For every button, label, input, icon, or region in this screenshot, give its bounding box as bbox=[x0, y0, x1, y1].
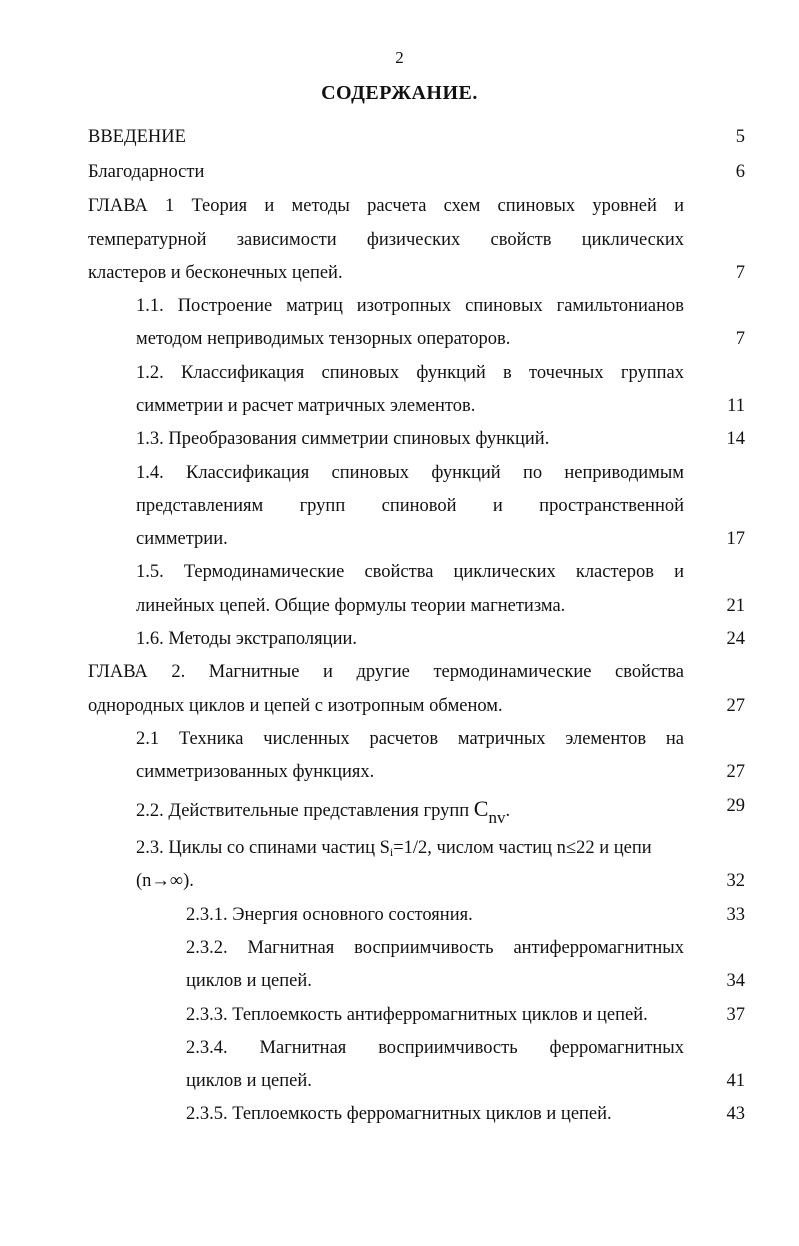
toc-entry-title bbox=[136, 796, 510, 828]
toc-page-number: 11 bbox=[727, 396, 745, 416]
toc-page-number: 7 bbox=[735, 263, 745, 283]
toc-page-number: 24 bbox=[726, 629, 745, 649]
toc-entry-title: 1.3. Преобразования симметрии спиновых функций. bbox=[136, 429, 550, 449]
toc-entry-text: 2.3. Циклы со спинами частиц S bbox=[136, 838, 390, 858]
toc-entry-title: 2.3.1. Энергия основного состояния. bbox=[186, 905, 473, 925]
toc-page-number: 43 bbox=[726, 1104, 745, 1124]
toc-entry-line: линейных цепей. Общие формулы теории магнетизма. bbox=[136, 596, 566, 616]
group-subscript: nv bbox=[488, 808, 506, 827]
toc-page-number: 27 bbox=[726, 762, 745, 782]
toc-entry-line: температурной зависимости физических свойств циклических bbox=[88, 230, 684, 250]
toc-entry-line: кластеров и бесконечных цепей. bbox=[88, 263, 343, 283]
toc-entry-line: 1.4. Классификация спиновых функций по неприводимым bbox=[136, 463, 684, 483]
toc-entry-line: симметризованных функциях. bbox=[136, 762, 375, 782]
group-symbol bbox=[473, 796, 506, 827]
toc-page-number: 7 bbox=[735, 329, 745, 349]
group-letter: C bbox=[473, 796, 489, 821]
spin-subscript: i bbox=[389, 845, 394, 859]
toc-entry-line: (n→∞). bbox=[136, 871, 194, 891]
toc-entry-line: 1.1. Построение матриц изотропных спиновых гамильтонианов bbox=[136, 296, 684, 316]
toc-page-number: 37 bbox=[726, 1005, 745, 1025]
toc-entry-line: ГЛАВА 2. Магнитные и другие термодинамические свойства bbox=[88, 662, 684, 682]
page-number: 2 bbox=[395, 48, 404, 67]
toc-entry-line: 1.2. Классификация спиновых функций в точечных группах bbox=[136, 363, 684, 383]
toc-page-number: 41 bbox=[726, 1071, 745, 1091]
toc-page-number: 21 bbox=[726, 596, 745, 616]
toc-page-number: 14 bbox=[726, 429, 745, 449]
toc-page-number: 27 bbox=[726, 696, 745, 716]
toc-entry-line: циклов и цепей. bbox=[186, 971, 312, 991]
toc-page-number: 17 bbox=[726, 529, 745, 549]
toc-entry-title: 2.3.5. Теплоемкость ферромагнитных циклов и цепей. bbox=[186, 1104, 612, 1124]
toc-entry-line bbox=[136, 838, 652, 860]
toc-entry-title: 1.6. Методы экстраполяции. bbox=[136, 629, 357, 649]
toc-entry-title: ВВЕДЕНИЕ bbox=[88, 127, 186, 147]
toc-entry-line: 2.3.4. Магнитная восприимчивость ферромагнитных bbox=[186, 1038, 684, 1058]
toc-page-number: 5 bbox=[735, 127, 745, 147]
toc-entry-suffix: . bbox=[505, 801, 511, 821]
toc-entry-line: симметрии и расчет матричных элементов. bbox=[136, 396, 476, 416]
toc-entry-line: 2.1 Техника численных расчетов матричных элементов на bbox=[136, 729, 684, 749]
page-title: СОДЕРЖАНИЕ. bbox=[321, 82, 478, 104]
toc-entry-line: однородных циклов и цепей с изотропным обменом. bbox=[88, 696, 503, 716]
toc-entry-text: 2.2. Действительные представления групп bbox=[136, 801, 474, 821]
toc-entry-line: циклов и цепей. bbox=[186, 1071, 312, 1091]
toc-entry-line: представлениям групп спиновой и пространственной bbox=[136, 496, 684, 516]
toc-entry-title: 2.3.3. Теплоемкость антиферромагнитных циклов и цепей. bbox=[186, 1005, 648, 1025]
toc-entry-line: методом неприводимых тензорных операторов. bbox=[136, 329, 511, 349]
toc-page-number: 29 bbox=[726, 796, 745, 816]
toc-entry-line: 1.5. Термодинамические свойства циклических кластеров и bbox=[136, 562, 684, 582]
toc-entry-line: 2.3.2. Магнитная восприимчивость антиферромагнитных bbox=[186, 938, 684, 958]
toc-entry-text-rest: =1/2, числом частиц n≤22 и цепи bbox=[393, 838, 652, 858]
toc-page-number: 33 bbox=[726, 905, 745, 925]
toc-page-number: 32 bbox=[726, 871, 745, 891]
toc-entry-line: симметрии. bbox=[136, 529, 228, 549]
toc-entry-line: ГЛАВА 1 Теория и методы расчета схем спиновых уровней и bbox=[88, 196, 684, 216]
toc-page-number: 6 bbox=[735, 162, 745, 182]
toc-page-number: 34 bbox=[726, 971, 745, 991]
toc-entry-title: Благодарности bbox=[88, 162, 205, 182]
